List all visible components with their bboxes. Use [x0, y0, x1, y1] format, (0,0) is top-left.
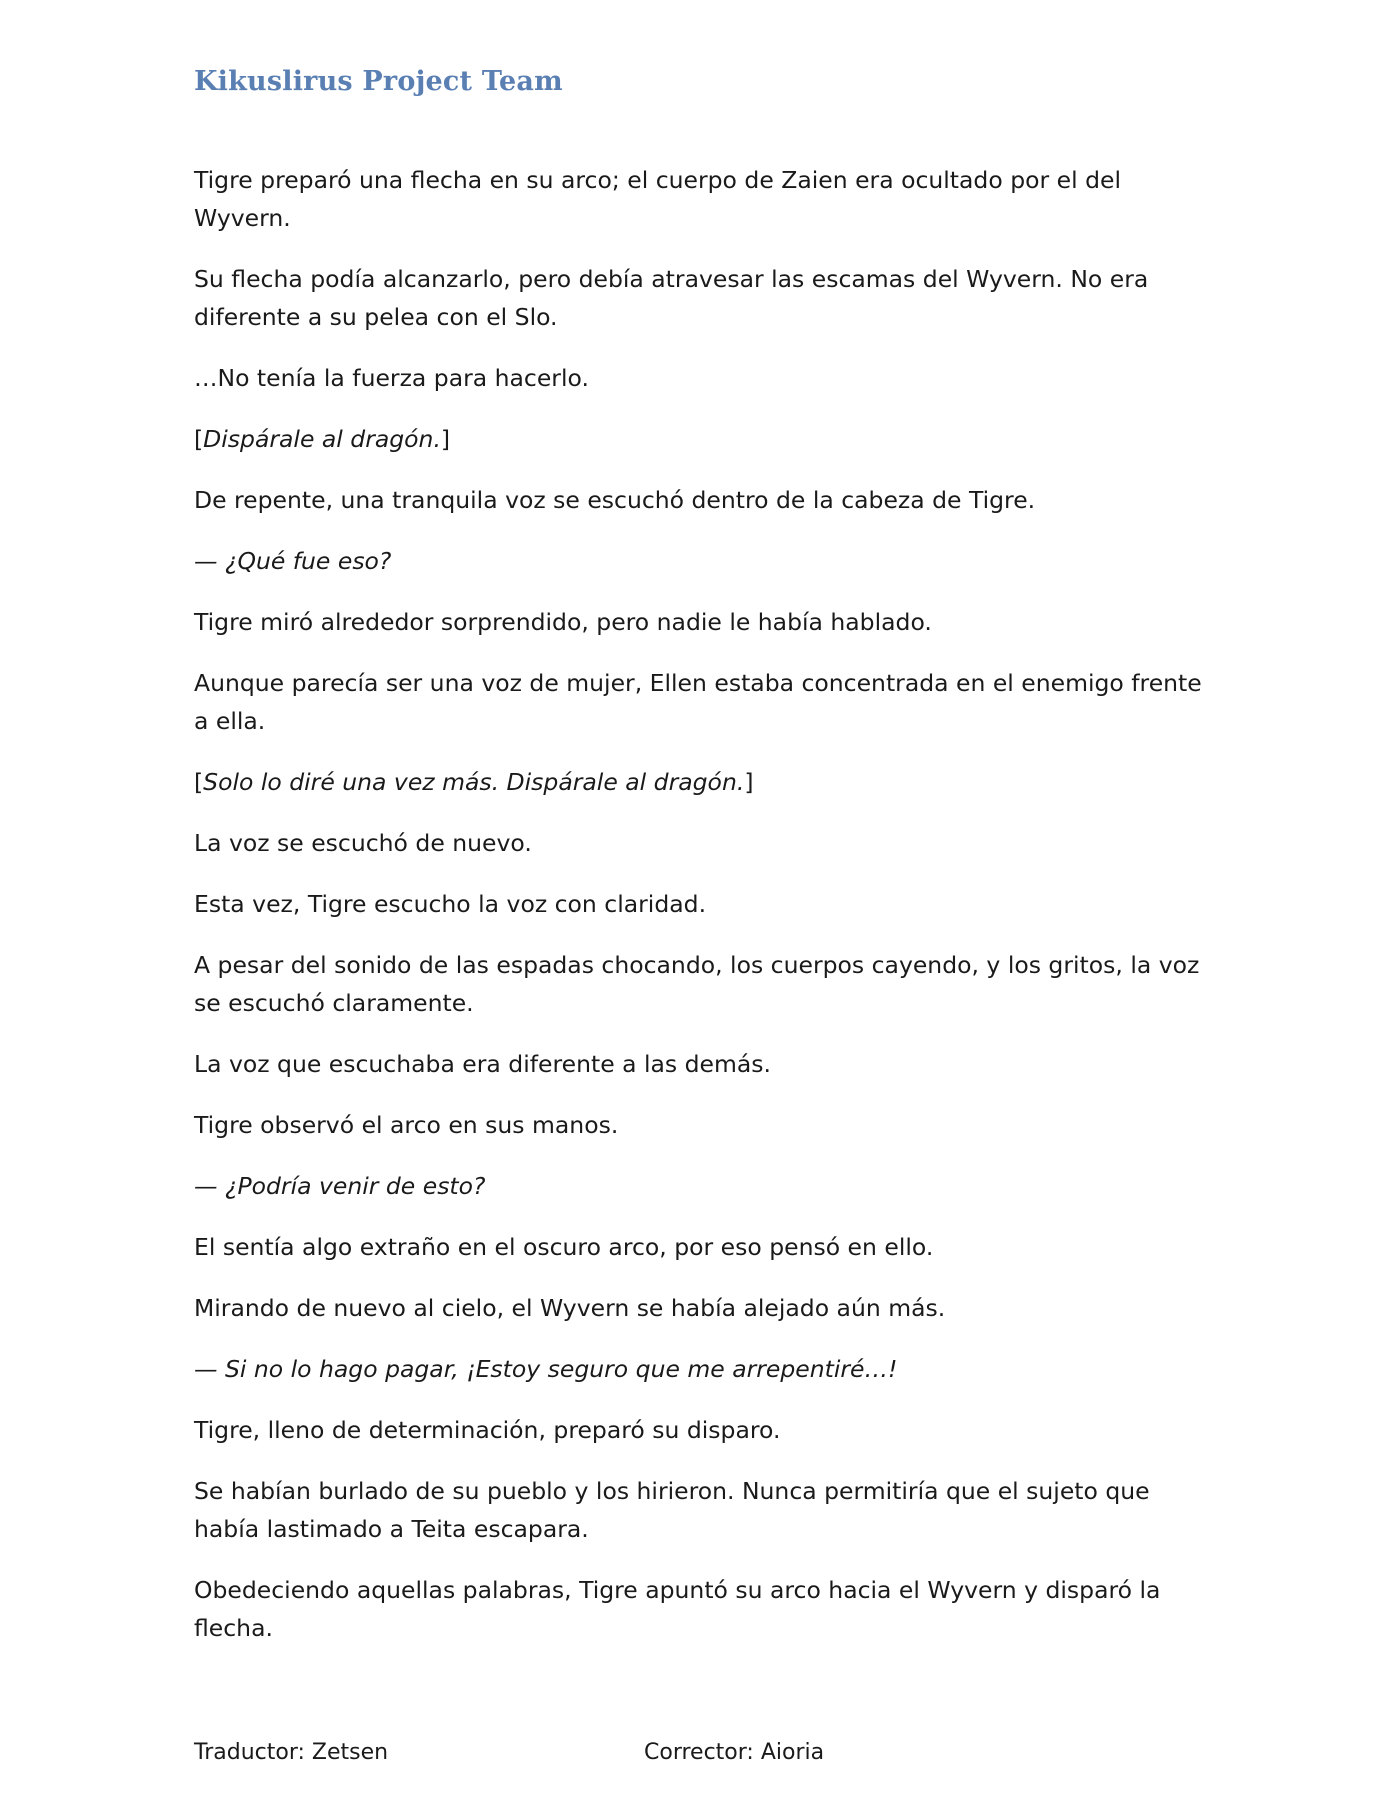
bracketed-voice-paragraph: [Dispárale al dragón.]	[194, 425, 451, 453]
paragraph: El sentía algo extraño en el oscuro arco, por eso pensó en ello.	[194, 1233, 934, 1261]
paragraph: La voz se escuchó de nuevo.	[194, 829, 532, 857]
paragraph: Tigre observó el arco en sus manos.	[194, 1111, 619, 1139]
paragraph: A pesar del sonido de las espadas chocando, los cuerpos cayendo, y los gritos, la voz se escuchó claramente.	[194, 951, 1200, 1017]
dialogue-paragraph: — ¿Qué fue eso?	[194, 547, 392, 575]
paragraph: Se habían burlado de su pueblo y los hirieron. Nunca permitiría que el sujeto que había lastimado a Teita escapara.	[194, 1477, 1150, 1543]
corrector-credit: Corrector: Aioria	[644, 1740, 825, 1765]
paragraph: Tigre preparó una flecha en su arco; el cuerpo de Zaien era ocultado por el del Wyvern.	[194, 166, 1121, 232]
dialogue-paragraph: — ¿Podría venir de esto?	[194, 1172, 486, 1200]
paragraph: La voz que escuchaba era diferente a las demás.	[194, 1050, 772, 1078]
paragraph: Aunque parecía ser una voz de mujer, Ellen estaba concentrada en el enemigo frente a ella.	[194, 669, 1202, 735]
voice-text: Dispárale al dragón.	[203, 425, 441, 453]
paragraph: De repente, una tranquila voz se escuchó dentro de la cabeza de Tigre.	[194, 486, 1036, 514]
document-body	[194, 161, 1206, 1670]
paragraph: Tigre miró alrededor sorprendido, pero nadie le había hablado.	[194, 608, 932, 636]
paragraph: Tigre, lleno de determinación, preparó su disparo.	[194, 1416, 781, 1444]
dialogue-paragraph: — Si no lo hago pagar, ¡Estoy seguro que me arrepentiré…!	[194, 1355, 898, 1383]
paragraph: Esta vez, Tigre escucho la voz con claridad.	[194, 890, 707, 918]
paragraph: …No tenía la fuerza para hacerlo.	[194, 364, 589, 392]
voice-text: Solo lo diré una vez más. Dispárale al dragón.	[203, 768, 745, 796]
translator-credit: Traductor: Zetsen	[194, 1740, 389, 1765]
paragraph: Obedeciendo aquellas palabras, Tigre apuntó su arco hacia el Wyvern y disparó la flecha.	[194, 1576, 1161, 1642]
bracketed-voice-paragraph: [Solo lo diré una vez más. Dispárale al dragón.]	[194, 768, 754, 796]
team-title: Kikuslirus Project Team	[194, 66, 563, 97]
paragraph: Mirando de nuevo al cielo, el Wyvern se había alejado aún más.	[194, 1294, 946, 1322]
paragraph: Su flecha podía alcanzarlo, pero debía atravesar las escamas del Wyvern. No era diferente a su pelea con el Slo.	[194, 265, 1149, 331]
